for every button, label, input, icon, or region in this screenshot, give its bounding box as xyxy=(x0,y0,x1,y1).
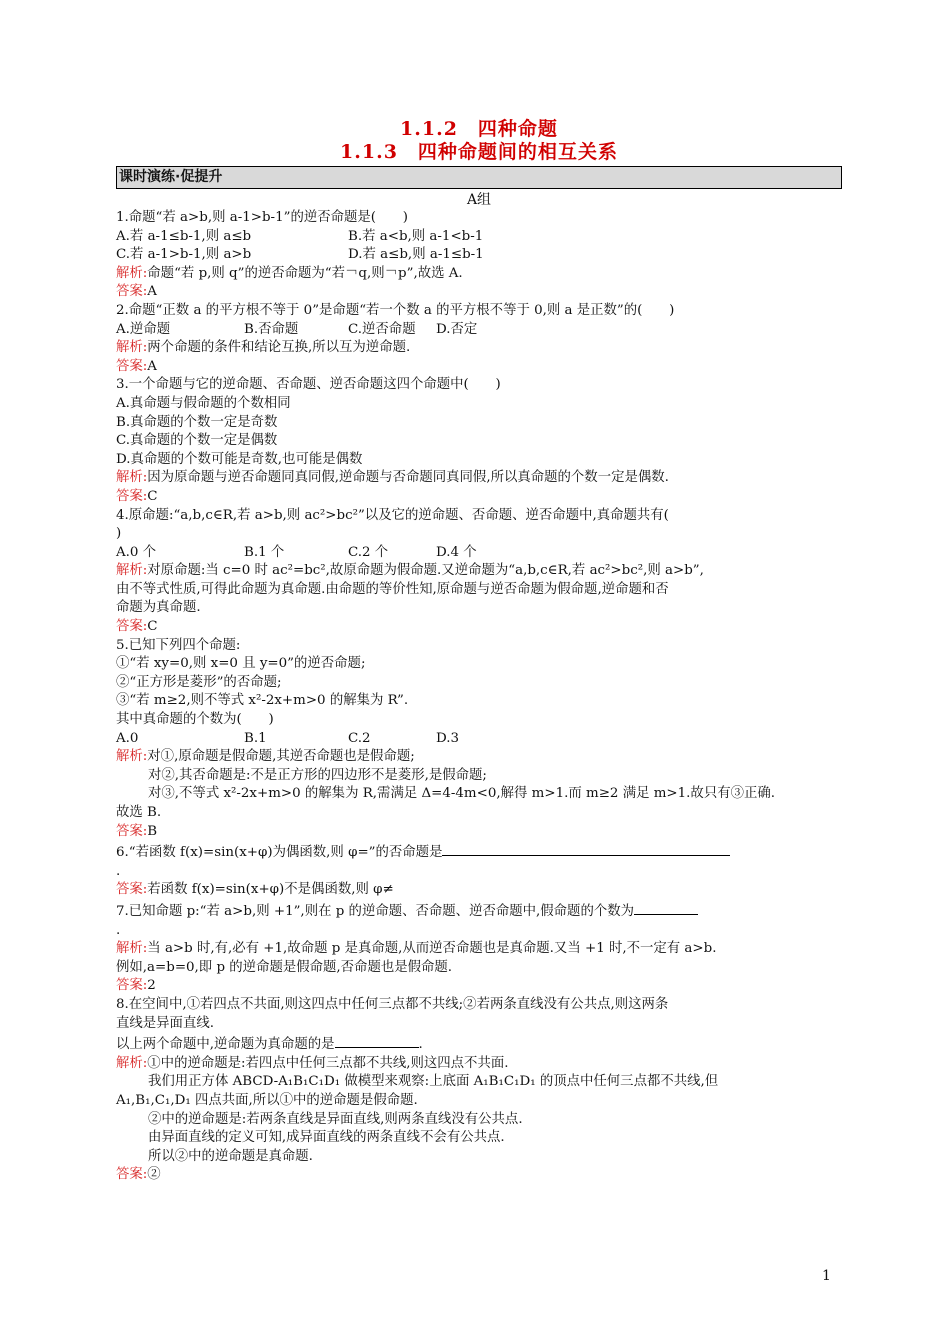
q7-answer xyxy=(116,977,842,996)
q7-analysis xyxy=(116,940,842,959)
q4-stem: 4.原命题:“a,b,c∈R,若 a>b,则 ac²>bc²”以及它的逆命题、否命题、逆否命题中,真命题共有( xyxy=(116,507,669,523)
q5-analysis-4: 故选 B. xyxy=(116,805,162,820)
q7-analysis-text-1: 当 a>b 时,有,必有 +1,故命题 p 是真命题,从而逆否命题也是真命题.又当 +1 时,不一定有 a>b. xyxy=(147,941,717,957)
q3-option-c: C.真命题的个数一定是偶数 xyxy=(116,433,278,449)
q5-analysis xyxy=(116,748,842,767)
q3-answer xyxy=(116,488,842,507)
q5-analysis-2: 对②,其否命题是:不是正方形的四边形不是菱形,是假命题; xyxy=(148,767,487,783)
q1-answer-text: A xyxy=(147,284,157,300)
q1-option-a: A.若 a-1≤b-1,则 a≤b xyxy=(116,228,252,244)
section-header: 课时演练·促提升 xyxy=(116,166,842,189)
q8-analysis-5: 由异面直线的定义可知,成异面直线的两条直线不会有公共点. xyxy=(148,1130,505,1146)
q7-answer-text: 2 xyxy=(147,978,156,994)
q6-stem-text: 6.“若函数 f(x)=sin(x+φ)为偶函数,则 φ=”的否命题是 xyxy=(116,845,443,861)
group-label: A组 xyxy=(466,192,492,208)
q8-analysis xyxy=(116,1055,842,1074)
q7-stem-text: 7.已知命题 p:“若 a>b,则 +1”,则在 p 的逆命题、否命题、逆否命题中,假命题的个数为 xyxy=(116,903,635,919)
q8-answer xyxy=(116,1166,842,1185)
q3-analysis xyxy=(116,469,842,488)
q4-option-b: B.1 个 xyxy=(244,544,285,560)
analysis-label: 解析: xyxy=(116,1055,148,1071)
q8-dot: . xyxy=(418,1037,423,1053)
q4-option-a: A.0 个 xyxy=(116,544,157,560)
q6-stem xyxy=(116,841,842,863)
q2-analysis-text: 两个命题的条件和结论互换,所以互为逆命题. xyxy=(147,340,411,356)
q8-analysis-text-1: ①中的逆命题是:若四点中任何三点都不共线,则这四点不共面. xyxy=(147,1055,509,1071)
q8-analysis-6: 所以②中的逆命题是真命题. xyxy=(148,1148,313,1164)
answer-label: 答案: xyxy=(116,823,148,839)
answer-label: 答案: xyxy=(116,488,148,504)
q8-analysis-2: 我们用正方体 ABCD-A₁B₁C₁D₁ 做模型来观察:上底面 A₁B₁C₁D₁ 的顶点中任何三点都不共线,但 xyxy=(148,1074,719,1090)
q2-option-c: C.逆否命题 xyxy=(348,321,416,337)
q2-stem: 2.命题“正数 a 的平方根不等于 0”是命题“若一个数 a 的平方根不等于 0,则 a 是正数”的( ) xyxy=(116,302,675,318)
q8-analysis-3: A₁,B₁,C₁,D₁ 四点共面,所以①中的逆命题是假命题. xyxy=(116,1092,418,1108)
answer-label: 答案: xyxy=(116,619,148,635)
q3-option-d: D.真命题的个数可能是奇数,也可能是偶数 xyxy=(116,451,363,467)
answer-label: 答案: xyxy=(116,978,148,994)
q4-analysis-3: 命题为真命题. xyxy=(116,600,201,616)
q2-analysis xyxy=(116,339,842,358)
q2-option-b: B.否命题 xyxy=(244,321,299,337)
q4-analysis xyxy=(116,562,842,581)
q5-analysis-3: 对③,不等式 x²-2x+m>0 的解集为 R,需满足 Δ=4-4m<0,解得 m>1.而 m≥2 满足 m>1.故只有③正确. xyxy=(148,786,776,802)
analysis-label: 解析: xyxy=(116,749,148,765)
q2-answer xyxy=(116,358,842,377)
q4-answer-text: C xyxy=(147,619,158,635)
q6-answer-blank xyxy=(442,841,730,856)
q8-analysis-4: ②中的逆命题是:若两条直线是异面直线,则两条直线没有公共点. xyxy=(148,1111,523,1127)
q2-option-d: D.否定 xyxy=(436,321,478,337)
q4-options xyxy=(116,544,842,563)
q8-stem-cont: 直线是异面直线. xyxy=(116,1015,214,1031)
q5-option-d: D.3 xyxy=(436,730,460,746)
q3-stem: 3.一个命题与它的逆命题、否命题、逆否命题这四个命题中( ) xyxy=(116,377,501,393)
q5-stem: 5.已知下列四个命题: xyxy=(116,637,241,653)
q1-analysis-text: 命题“若 p,则 q”的逆否命题为“若￢q,则￢p”,故选 A. xyxy=(147,265,463,281)
q2-options xyxy=(116,321,842,340)
q4-option-d: D.4 个 xyxy=(436,544,477,560)
q3-answer-text: C xyxy=(147,488,158,504)
q7-analysis-2: 例如,a=b=0,即 p 的逆命题是假命题,否命题也是假命题. xyxy=(116,959,453,975)
q2-answer-text: A xyxy=(147,358,157,374)
q8-answer-blank xyxy=(335,1033,419,1048)
q6-answer xyxy=(116,881,842,900)
q1-stem: 1.命题“若 a>b,则 a-1>b-1”的逆否命题是( ) xyxy=(116,210,409,225)
q5-analysis-text-1: 对①,原命题是假命题,其逆否命题也是假命题; xyxy=(147,749,415,765)
q7-dot: . xyxy=(116,922,121,938)
q5-option-c: C.2 xyxy=(348,730,371,746)
q5-option-a: A.0 xyxy=(116,730,139,746)
q5-answer xyxy=(116,823,842,842)
q4-option-c: C.2 个 xyxy=(348,544,389,560)
q5-options xyxy=(116,730,842,749)
q5-option-b: B.1 xyxy=(244,730,267,746)
q5-item-3: ③“若 m≥2,则不等式 x²-2x+m>0 的解集为 R”. xyxy=(116,693,409,709)
analysis-label: 解析: xyxy=(116,941,148,957)
answer-label: 答案: xyxy=(116,1167,148,1183)
answer-label: 答案: xyxy=(116,284,148,300)
analysis-label: 解析: xyxy=(116,470,148,486)
q3-option-a: A.真命题与假命题的个数相同 xyxy=(116,395,291,411)
q4-analysis-2: 由不等式性质,可得此命题为真命题.由命题的等价性知,原命题与逆否命题为假命题,逆命题和否 xyxy=(116,581,669,597)
q3-analysis-text: 因为原命题与逆否命题同真同假,逆命题与否命题同真同假,所以真命题的个数一定是偶数. xyxy=(147,470,669,486)
analysis-label: 解析: xyxy=(116,340,148,356)
analysis-label: 解析: xyxy=(116,265,148,281)
q1-answer xyxy=(116,283,842,302)
q6-dot: . xyxy=(116,863,121,879)
q6-answer-text: 若函数 f(x)=sin(x+φ)不是偶函数,则 φ≠ xyxy=(147,882,394,898)
q5-answer-text: B xyxy=(147,823,158,839)
q1-options-row2 xyxy=(116,246,842,265)
q1-option-c: C.若 a-1>b-1,则 a>b xyxy=(116,247,252,263)
q5-item-2: ②“正方形是菱形”的否命题; xyxy=(116,674,282,690)
title-line-2: 1.1.3 四种命题间的相互关系 xyxy=(340,141,618,163)
q1-analysis xyxy=(116,265,842,284)
q4-stem-cont: ) xyxy=(116,526,122,542)
q5-item-1: ①“若 xy=0,则 x=0 且 y=0”的逆否命题; xyxy=(116,656,366,672)
page-number: 1 xyxy=(822,1268,831,1284)
answer-label: 答案: xyxy=(116,882,148,898)
q8-stem: 8.在空间中,①若四点不共面,则这四点中任何三点都不共线;②若两条直线没有公共点,则这两条 xyxy=(116,996,669,1012)
q4-analysis-text-1: 对原命题:当 c=0 时 ac²=bc²,故原命题为假命题.又逆命题为“a,b,c∈R,若 ac²>bc²,则 a>b”, xyxy=(147,563,704,579)
title-line-1: 1.1.2 四种命题 xyxy=(400,118,558,140)
analysis-label: 解析: xyxy=(116,563,148,579)
q3-option-b: B.真命题的个数一定是奇数 xyxy=(116,414,278,430)
q8-ask-text: 以上两个命题中,逆命题为真命题的是 xyxy=(116,1037,335,1053)
q8-answer-text: ② xyxy=(147,1167,161,1183)
q8-ask xyxy=(116,1033,842,1055)
q1-option-b: B.若 a<b,则 a-1<b-1 xyxy=(348,228,484,244)
q2-option-a: A.逆命题 xyxy=(116,321,171,337)
answer-label: 答案: xyxy=(116,358,148,374)
q7-answer-blank xyxy=(634,900,698,915)
document-page xyxy=(116,118,842,1185)
q4-answer xyxy=(116,618,842,637)
q5-ask: 其中真命题的个数为( ) xyxy=(116,712,274,728)
q7-stem xyxy=(116,900,842,922)
q1-option-d: D.若 a≤b,则 a-1≤b-1 xyxy=(348,247,484,263)
q1-options-row1 xyxy=(116,228,842,247)
